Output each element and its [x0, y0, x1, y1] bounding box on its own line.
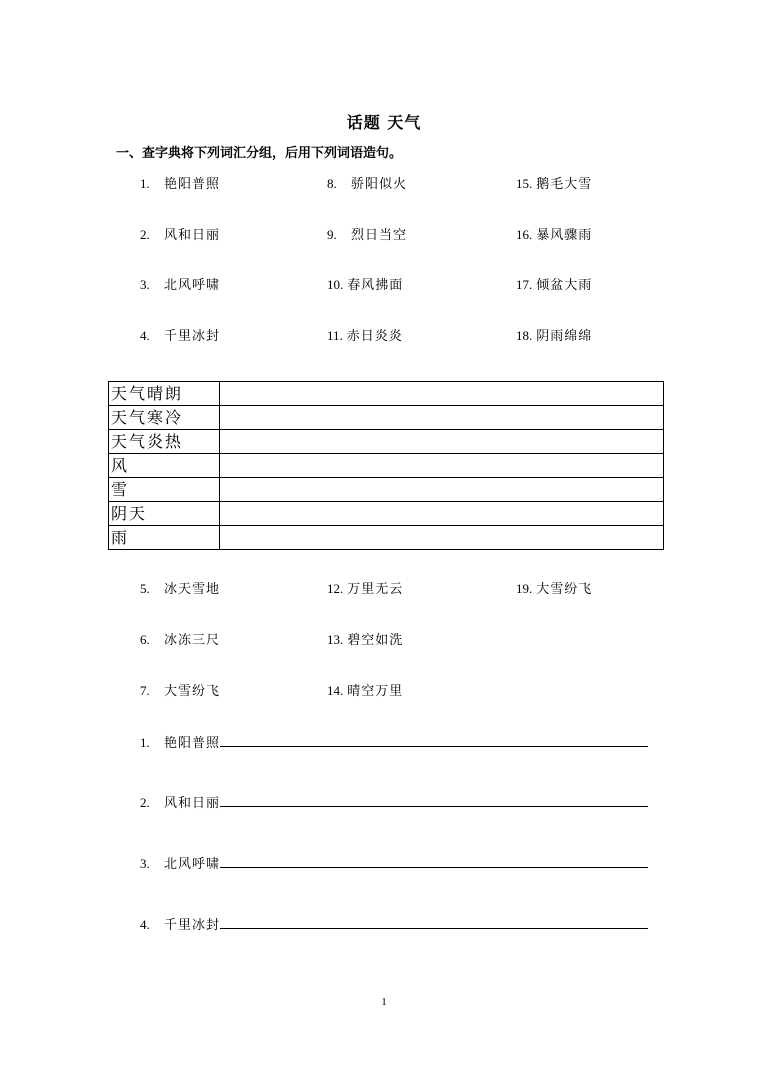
- word-item: 7. 大雪纷飞: [140, 683, 221, 699]
- sentence-answer-line[interactable]: [220, 736, 648, 747]
- word-item: 19. 大雪纷飞: [516, 581, 593, 597]
- word-item: 16. 暴风骤雨: [516, 227, 593, 243]
- word-item: 9. 烈日当空: [327, 227, 408, 243]
- word-item: 4. 千里冰封: [140, 328, 221, 344]
- instruction-text: 一、查字典将下列词汇分组，后用下列词语造句。: [116, 146, 403, 161]
- word-item: 12. 万里无云: [327, 581, 404, 597]
- table-row: [109, 406, 664, 430]
- word-item: 2. 风和日丽: [140, 227, 221, 243]
- sentence-prompt: 3. 北风呼啸: [140, 853, 648, 872]
- category-answer-cell[interactable]: [220, 478, 664, 502]
- category-table: [108, 381, 664, 550]
- category-answer-cell[interactable]: [220, 526, 664, 550]
- category-label: 雨: [109, 526, 220, 550]
- table-row: [109, 478, 664, 502]
- category-answer-cell[interactable]: [220, 502, 664, 526]
- word-item: 5. 冰天雪地: [140, 581, 221, 597]
- table-row: [109, 526, 664, 550]
- word-item: 3. 北风呼啸: [140, 277, 221, 293]
- word-item: 6. 冰冻三尺: [140, 632, 221, 648]
- sentence-prompt: 1. 艳阳普照: [140, 732, 648, 751]
- table-row: [109, 382, 664, 406]
- category-label: 风: [109, 454, 220, 478]
- sentence-answer-line[interactable]: [220, 857, 648, 868]
- word-item: 17. 倾盆大雨: [516, 277, 593, 293]
- word-item: 14. 晴空万里: [327, 683, 404, 699]
- category-label: 阴天: [109, 502, 220, 526]
- category-label: 雪: [109, 478, 220, 502]
- table-row: [109, 502, 664, 526]
- word-item: 8. 骄阳似火: [327, 176, 408, 192]
- page-number: 1: [381, 996, 387, 1008]
- page-title: 话题 天气: [346, 113, 422, 132]
- sentence-prompt: 2. 风和日丽: [140, 792, 648, 811]
- category-answer-cell[interactable]: [220, 430, 664, 454]
- category-label: 天气炎热: [109, 430, 220, 454]
- category-label: 天气寒冷: [109, 406, 220, 430]
- category-answer-cell[interactable]: [220, 454, 664, 478]
- category-label: 天气晴朗: [109, 382, 220, 406]
- table-row: [109, 430, 664, 454]
- word-item: 11. 赤日炎炎: [327, 328, 403, 344]
- word-item: 1. 艳阳普照: [140, 176, 221, 192]
- sentence-answer-line[interactable]: [220, 796, 648, 807]
- table-row: [109, 454, 664, 478]
- word-item: 10. 春风拂面: [327, 277, 404, 293]
- word-item: 13. 碧空如洗: [327, 632, 404, 648]
- word-item: 15. 鹅毛大雪: [516, 176, 593, 192]
- category-answer-cell[interactable]: [220, 406, 664, 430]
- word-item: 18. 阴雨绵绵: [516, 328, 593, 344]
- category-answer-cell[interactable]: [220, 382, 664, 406]
- sentence-prompt: 4. 千里冰封: [140, 914, 648, 933]
- sentence-answer-line[interactable]: [220, 918, 648, 929]
